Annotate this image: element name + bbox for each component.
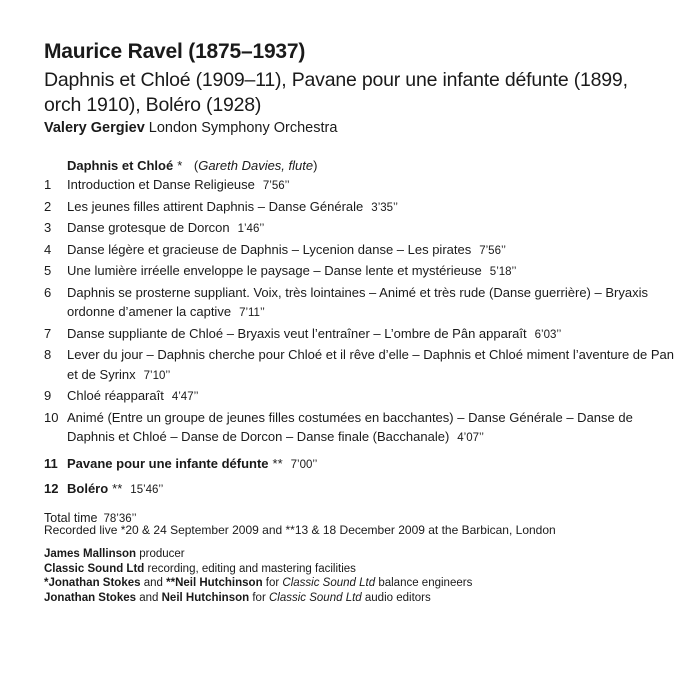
track-row xyxy=(44,240,684,262)
track-title: Daphnis se prosterne suppliant. Voix, très lointaines – Animé et très rude (Danse guerrière) – Bryaxis ordonne d’amener la captive xyxy=(67,284,648,319)
section-note-text: Gareth Davies, flute xyxy=(198,158,314,173)
track-title: Danse suppliante de Chloé – Bryaxis veut l’entraîner – L’ombre de Pân apparaît xyxy=(67,325,527,341)
track-number: 9 xyxy=(44,388,52,403)
track-number: 10 xyxy=(44,409,59,425)
engineer-name-2: Neil Hutchinson xyxy=(175,577,263,589)
track-row xyxy=(44,408,684,449)
track-number: 8 xyxy=(44,347,52,362)
track-duration: 7’00’’ xyxy=(290,458,318,471)
engineer-and: and xyxy=(143,577,163,589)
engineer-mark-2: ** xyxy=(166,577,176,589)
recording-note: Recorded live *20 & 24 September 2009 and **13 & 18 December 2009 at the Barbican, London xyxy=(44,523,556,537)
editor-for: for xyxy=(252,591,266,604)
section-mark: * xyxy=(177,158,183,173)
producer-name: James Mallinson xyxy=(44,548,137,560)
track-duration: 6’03’’ xyxy=(534,328,562,341)
track-number: 11 xyxy=(44,455,58,471)
track-row xyxy=(44,283,684,324)
track-title: Chloé réapparaît xyxy=(67,388,164,403)
track-title: Danse grotesque de Dorcon xyxy=(67,220,230,235)
track-row xyxy=(44,197,684,219)
track-row xyxy=(44,218,684,240)
track-row xyxy=(44,324,684,346)
track-duration: 7’56’’ xyxy=(479,244,506,257)
total-duration: 78’36’’ xyxy=(103,512,137,525)
track-title: Introduction et Danse Religieuse xyxy=(67,177,255,192)
track-number: 6 xyxy=(44,284,52,300)
composer-heading: Maurice Ravel (1875–1937) xyxy=(44,40,306,63)
track-duration: 7’11’’ xyxy=(239,307,265,319)
section-title: Daphnis et Chloé xyxy=(67,158,174,173)
recording-mark: ** xyxy=(272,455,283,471)
track-duration: 4’07’’ xyxy=(457,432,484,444)
total-label: Total time xyxy=(44,510,98,525)
track-number: 7 xyxy=(44,325,52,341)
track-duration: 5’18’’ xyxy=(489,266,517,278)
credit-engineers xyxy=(44,576,472,591)
engineer-role: balance engineers xyxy=(378,577,473,589)
editor-role: audio editors xyxy=(364,591,431,604)
track-row xyxy=(44,261,684,283)
credit-producer xyxy=(44,547,472,562)
track-row-bolero xyxy=(44,479,684,501)
works-subtitle: Daphnis et Chloé (1909–11), Pavane pour une infante défunte (1899, orch 1910), Boléro (1928) xyxy=(44,69,628,116)
section-note: (Gareth Davies, flute) xyxy=(193,158,318,173)
facility-role: recording, editing and mastering facilities xyxy=(147,562,356,575)
track-row xyxy=(44,345,684,386)
credit-editors xyxy=(44,591,472,606)
track-row-pavane xyxy=(44,454,684,476)
track-title: Danse légère et gracieuse de Daphnis – Lycenion danse – Les pirates xyxy=(67,241,472,257)
track-number: 2 xyxy=(44,198,52,214)
orchestra-name: London Symphony Orchestra xyxy=(148,120,338,136)
track-duration: 3’35’’ xyxy=(371,201,398,214)
track-number: 1 xyxy=(44,177,52,192)
performers-line xyxy=(44,120,337,136)
track-duration: 7’10’’ xyxy=(143,369,171,382)
track-title: Boléro xyxy=(67,481,109,496)
conductor-name: Valery Gergiev xyxy=(44,120,145,136)
track-title: Animé (Entre un groupe de jeunes filles costumées en bacchantes) – Danse Générale – Danse de Daphnis et Chloé – Danse de Dorcon – Danse finale (Bacchanale) xyxy=(67,409,633,444)
section-heading xyxy=(67,156,684,175)
facility-name: Classic Sound Ltd xyxy=(44,562,145,575)
track-number: 4 xyxy=(44,241,52,257)
recording-mark: ** xyxy=(112,481,123,496)
engineer-name-1: Jonathan Stokes xyxy=(48,577,141,589)
credit-facility xyxy=(44,562,472,577)
editor-name-2: Neil Hutchinson xyxy=(161,591,250,604)
editor-company: Classic Sound Ltd xyxy=(268,591,362,604)
engineer-company: Classic Sound Ltd xyxy=(282,577,376,589)
editor-and: and xyxy=(139,591,159,604)
track-number: 5 xyxy=(44,263,52,278)
track-duration: 1’46’’ xyxy=(237,223,265,235)
producer-role: producer xyxy=(139,548,185,560)
track-list xyxy=(44,156,684,529)
track-number: 3 xyxy=(44,220,52,235)
track-number: 12 xyxy=(44,481,59,496)
track-duration: 15’46’’ xyxy=(130,484,164,496)
track-duration: 7’56’’ xyxy=(262,180,290,192)
track-title: Les jeunes filles attirent Daphnis – Danse Générale xyxy=(67,198,364,214)
engineer-mark-1: * xyxy=(44,577,49,589)
track-row xyxy=(44,175,684,197)
track-row xyxy=(44,386,684,408)
editor-name-1: Jonathan Stokes xyxy=(44,591,137,604)
track-title: Une lumière irréelle enveloppe le paysage – Danse lente et mystérieuse xyxy=(67,263,482,278)
track-title: Lever du jour – Daphnis cherche pour Chloé et il rêve d’elle – Daphnis et Chloé miment l’aventure de Pan et de Syrinx xyxy=(67,347,675,382)
credits-block xyxy=(44,547,472,605)
track-title: Pavane pour une infante défunte xyxy=(67,455,269,471)
track-duration: 4’47’’ xyxy=(171,391,199,403)
engineer-for: for xyxy=(265,577,280,589)
